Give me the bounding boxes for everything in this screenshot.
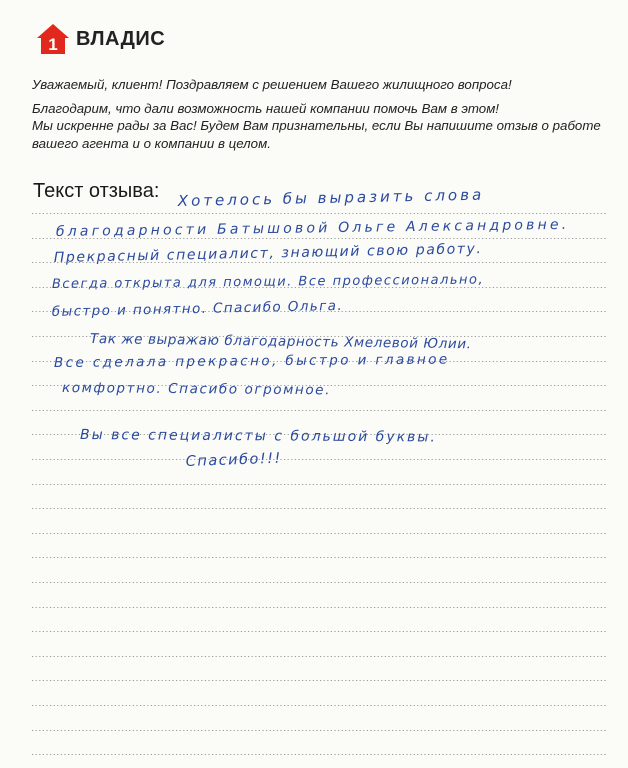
brand-name: ВЛАДИС: [76, 27, 166, 50]
thanks-line: Благодарим, что дали возможность нашей компании помочь Вам в этом!: [32, 100, 500, 116]
handwritten-line: Все сделала прекрасно, быстро и главное: [53, 351, 450, 371]
handwritten-line: Вы все специалисты с большой буквы.: [80, 427, 437, 446]
greeting-text: Уважаемый, клиент! Поздравляем с решением Вашего жилищного вопроса!: [32, 77, 512, 92]
handwritten-line: Всегда открыта для помощи. Все профессионально,: [51, 272, 485, 292]
handwritten-line: комфортно. Спасибо огромное.: [62, 380, 332, 399]
handwritten-line: Так же выражаю благодарность Хмелевой Юлии.: [90, 331, 472, 353]
review-heading: Текст отзыва:: [33, 180, 160, 202]
handwritten-line: благодарности Батышовой Ольге Александровне.: [55, 216, 570, 240]
handwritten-line: быстро и понятно. Спасибо Ольга.: [51, 297, 344, 320]
logo-digit: 1: [48, 35, 58, 54]
handwritten-line: Хотелось бы выразить слова: [177, 185, 485, 210]
handwritten-line: Спасибо!!!: [185, 450, 283, 470]
handwritten-line: Прекрасный специалист, знающий свою работу.: [53, 241, 483, 266]
thanks-line: Мы искренне рады за Вас! Будем Вам признательны, если Вы напишите отзыв о работе: [32, 118, 601, 133]
thanks-line: вашего агента и о компании в целом.: [32, 135, 271, 151]
